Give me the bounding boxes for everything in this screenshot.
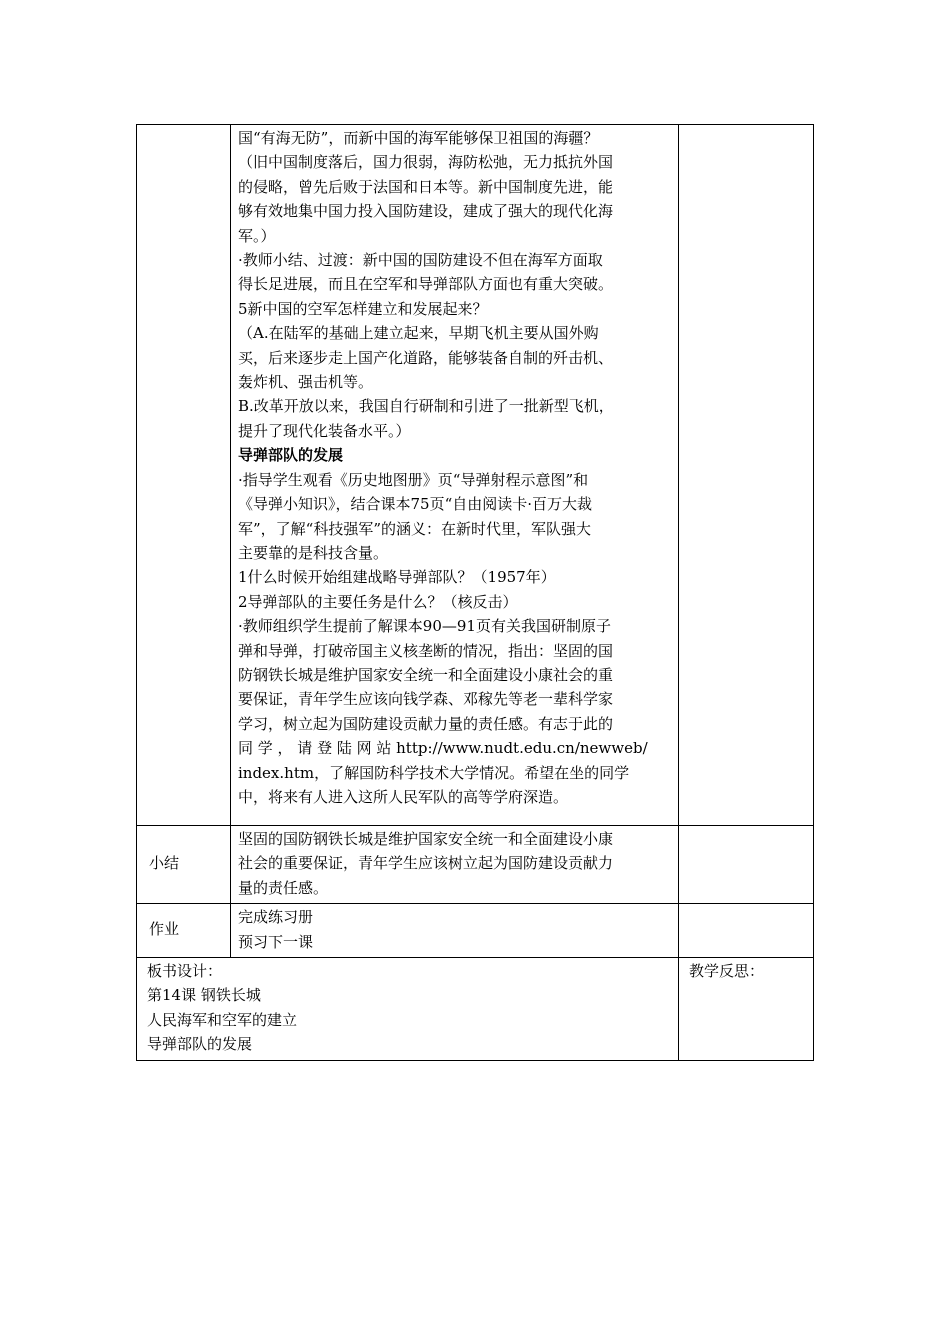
content-line: index.htm，了解国防科学技术大学情况。希望在坐的同学: [238, 763, 630, 782]
content-row: [137, 125, 814, 826]
content-line: B.改革开放以来，我国自行研制和引进了一批新型飞机，: [238, 397, 614, 416]
content-line: ·教师组织学生提前了解课本90—91页有关我国研制原子: [238, 617, 611, 636]
empty-notes-cell: [679, 125, 814, 826]
summary-content-cell: [231, 826, 679, 904]
summary-line: 坚固的国防钢铁长城是维护国家安全统一和全面建设小康: [238, 830, 614, 848]
content-line: 轰炸机、强击机等。: [238, 373, 374, 392]
content-line: 提升了现代化装备水平。）: [238, 421, 411, 440]
summary-line: 量的责任感。: [238, 878, 329, 897]
board-design-line: 第14课 钢铁长城: [147, 986, 261, 1005]
teaching-content-cell: [231, 125, 679, 826]
homework-notes-cell: [679, 904, 814, 958]
homework-line: 预习下一课: [238, 932, 314, 951]
content-line: 主要靠的是科技含量。: [238, 543, 389, 562]
content-line: ·教师小结、过渡：新中国的国防建设不但在海军方面取: [238, 251, 603, 270]
content-line: 1什么时候开始组建战略导弹部队？（1957年）: [238, 568, 556, 587]
homework-row: [137, 904, 814, 958]
reflection-label: 教学反思：: [689, 962, 765, 981]
board-design-line: 人民海军和空军的建立: [147, 1010, 298, 1029]
content-line: 弹和导弹，打破帝国主义核垄断的情况，指出：坚固的国: [238, 641, 614, 660]
content-line: 5新中国的空军怎样建立和发展起来？: [238, 299, 488, 318]
content-line: 军。）: [238, 226, 276, 245]
content-line: 2导弹部队的主要任务是什么？（核反击）: [238, 592, 518, 611]
summary-label: 小结: [137, 826, 231, 904]
summary-line: 社会的重要保证，青年学生应该树立起为国防建设贡献力: [238, 854, 614, 873]
reflection-cell: [679, 958, 814, 1061]
lesson-plan-table: [136, 124, 814, 1061]
content-line: 国“有海无防”，而新中国的海军能够保卫祖国的海疆？: [238, 129, 599, 147]
content-line: 学习，树立起为国防建设贡献力量的责任感。有志于此的: [238, 714, 614, 733]
content-line: 军”，了解“科技强军”的涵义：在新时代里，军队强大: [238, 519, 592, 538]
empty-label-cell: [137, 125, 231, 826]
content-line: 得长足进展，而且在空军和导弹部队方面也有重大突破。: [238, 275, 614, 294]
content-line: ·指导学生观看《历史地图册》页“导弹射程示意图”和: [238, 470, 589, 489]
homework-line: 完成练习册: [238, 908, 314, 927]
content-line: （A.在陆军的基础上建立起来，早期飞机主要从国外购: [238, 324, 599, 343]
content-line: 够有效地集中国力投入国防建设，建成了强大的现代化海: [238, 202, 614, 221]
content-line: 《导弹小知识》，结合课本75页“自由阅读卡·百万大裁: [238, 495, 593, 514]
content-line: 中，将来有人进入这所人民军队的高等学府深造。: [238, 787, 569, 806]
section-heading: 导弹部队的发展: [238, 446, 344, 465]
content-line: 要保证，青年学生应该向钱学森、邓稼先等老一辈科学家: [238, 690, 614, 709]
board-design-line: 导弹部队的发展: [147, 1035, 253, 1054]
homework-content-cell: [231, 904, 679, 958]
content-line: 同 学 ， 请 登 陆 网 站 http://www.nudt.edu.cn/newweb/: [238, 739, 648, 758]
homework-label: 作业: [137, 904, 231, 958]
content-line: 买，后来逐步走上国产化道路，能够装备自制的歼击机、: [238, 348, 614, 367]
board-row: [137, 958, 814, 1061]
content-line: 的侵略，曾先后败于法国和日本等。新中国制度先进，能: [238, 177, 614, 196]
board-design-cell: [137, 958, 679, 1061]
content-line: （旧中国制度落后，国力很弱，海防松弛，无力抵抗外国: [238, 153, 614, 172]
summary-row: [137, 826, 814, 904]
content-line: 防钢铁长城是维护国家安全统一和全面建设小康社会的重: [238, 665, 614, 684]
board-design-label: 板书设计：: [147, 962, 223, 981]
summary-notes-cell: [679, 826, 814, 904]
